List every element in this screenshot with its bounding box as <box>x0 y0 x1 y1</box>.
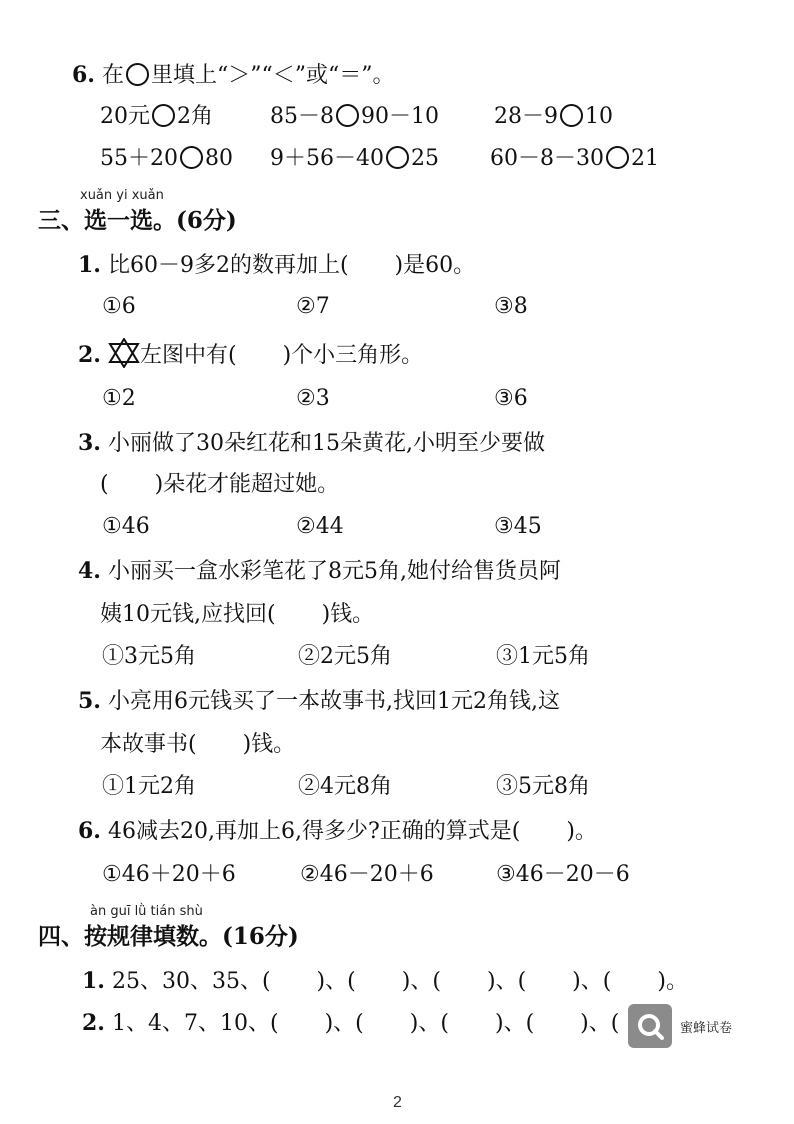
compare-item: 55＋20 80 <box>100 146 233 171</box>
option[interactable]: ①46＋20＋6 <box>102 862 236 887</box>
option[interactable]: ②46－20＋6 <box>300 862 434 887</box>
circle-blank[interactable] <box>152 104 175 127</box>
question: 2. 左图中有( )个小三角形。 <box>78 338 423 371</box>
section-title: 三、选一选。(6分) <box>38 207 237 234</box>
question: 3. 小丽做了30朵红花和15朵黄花,小明至少要做 <box>78 430 545 456</box>
option[interactable]: ③6 <box>494 386 528 411</box>
section-pinyin: àn guī lǜ tián shù <box>90 904 203 919</box>
option[interactable]: ③1元5角 <box>496 644 590 669</box>
circle-blank[interactable] <box>336 104 359 127</box>
compare-item: 85－8 90－10 <box>270 104 439 129</box>
question-6-prompt: 6. 在 里填上“＞”“＜”或“＝”。 <box>72 62 395 88</box>
circle-blank[interactable] <box>560 104 583 127</box>
question-line: 本故事书( )钱。 <box>100 732 296 757</box>
option[interactable]: ③45 <box>494 514 542 539</box>
question-number: 6. <box>72 62 95 88</box>
sequence-question: 2. 1、4、7、10、( )、( )、( )、( )、( <box>82 1010 620 1036</box>
question: 6. 46减去20,再加上6,得多少?正确的算式是( )。 <box>78 818 597 844</box>
question: 5. 小亮用6元钱买了一本故事书,找回1元2角钱,这 <box>78 688 560 714</box>
sequence-question: 1. 25、30、35、( )、( )、( )、( )、( )。 <box>82 968 688 994</box>
option[interactable]: ③8 <box>494 294 528 319</box>
option[interactable]: ②3 <box>296 386 330 411</box>
option[interactable]: ②7 <box>296 294 330 319</box>
question: 4. 小丽买一盒水彩笔花了8元5角,她付给售货员阿 <box>78 558 561 584</box>
circle-blank[interactable] <box>606 146 629 169</box>
option[interactable]: ③46－20－6 <box>496 862 630 887</box>
option[interactable]: ②2元5角 <box>298 644 392 669</box>
option[interactable]: ③5元8角 <box>496 774 590 799</box>
compare-item: 9＋56－40 25 <box>270 146 439 171</box>
search-q-icon <box>628 1004 672 1048</box>
circle-blank <box>126 63 149 86</box>
compare-item: 28－9 10 <box>494 104 613 129</box>
section-title: 四、按规律填数。(16分) <box>38 923 299 950</box>
watermark <box>628 1002 736 1050</box>
option[interactable]: ②4元8角 <box>298 774 392 799</box>
page-number: 2 <box>393 1094 402 1111</box>
option[interactable]: ①2 <box>102 386 136 411</box>
option[interactable]: ①6 <box>102 294 136 319</box>
option[interactable]: ①1元2角 <box>102 774 196 799</box>
section-pinyin: xuǎn yi xuǎn <box>80 188 164 203</box>
question-line: 姨10元钱,应找回( )钱。 <box>100 602 375 627</box>
circle-blank[interactable] <box>180 146 203 169</box>
question-line: ( )朵花才能超过她。 <box>100 472 340 497</box>
star-of-david-icon <box>108 338 140 368</box>
option[interactable]: ①46 <box>102 514 150 539</box>
compare-item: 20元 2角 <box>100 104 213 129</box>
question: 1. 比60－9多2的数再加上( )是60。 <box>78 252 476 278</box>
option[interactable]: ②44 <box>296 514 344 539</box>
circle-blank[interactable] <box>386 146 409 169</box>
compare-item: 60－8－30 21 <box>490 146 659 171</box>
option[interactable]: ①3元5角 <box>102 644 196 669</box>
watermark-text: 蜜蜂试卷 <box>680 1020 733 1036</box>
